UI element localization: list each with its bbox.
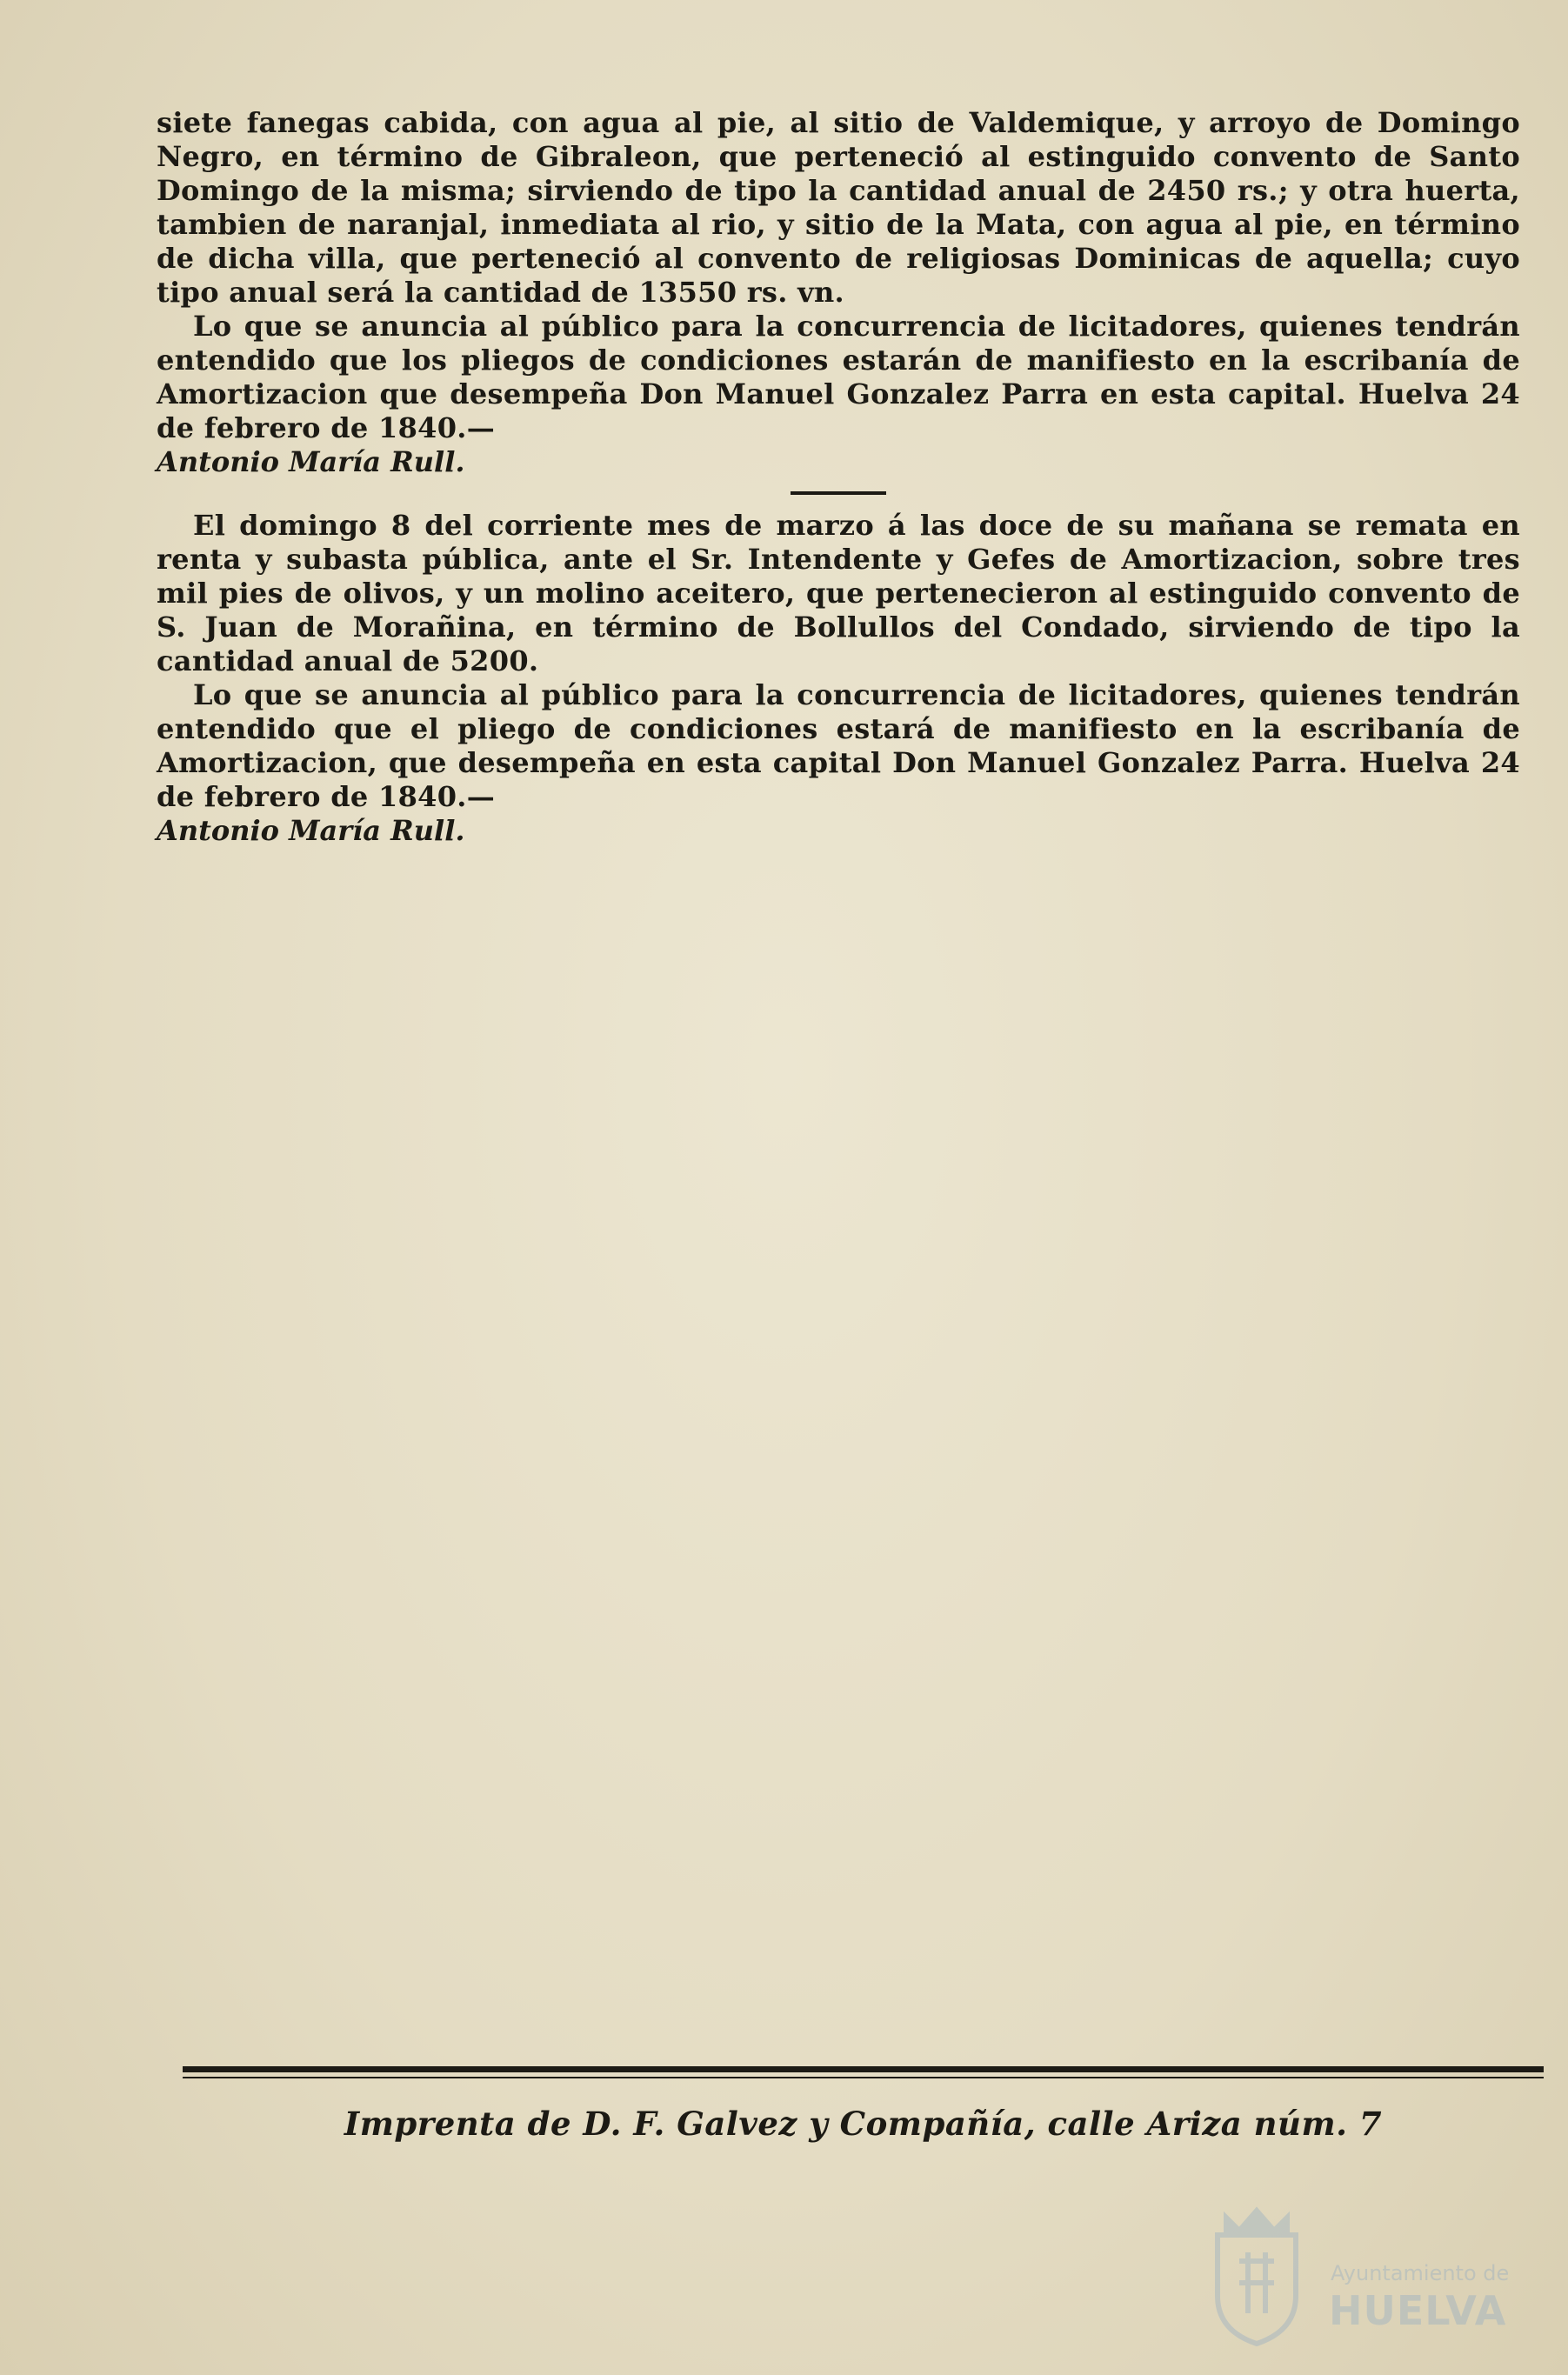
notice-2-signature: Antonio María Rull. bbox=[157, 814, 465, 847]
notice-1 bbox=[157, 106, 1520, 479]
watermark-line2: HUELVA bbox=[1329, 2287, 1507, 2334]
footer-rule-thick bbox=[183, 2066, 1544, 2072]
notice-2 bbox=[157, 509, 1520, 848]
watermark-line1: Ayuntamiento de bbox=[1331, 2261, 1510, 2285]
coat-of-arms-icon bbox=[1200, 2200, 1313, 2348]
notice-2-body: El domingo 8 del corriente mes de marzo á las doce de su mañana se remata en renta y subasta pública, ante el Sr. Intendente y Gefes de Amortizacion, sobre tres mil pies de olivos, y un molino aceitero, que pertenecieron al estinguido convento de S. Juan de Morañina, en término de Bollullos del Condado, sirviendo de tipo la cantidad anual de 5200. bbox=[157, 509, 1520, 677]
printer-imprint: Imprenta de D. F. Galvez y Compañía, calle Ariza núm. 7 bbox=[344, 2105, 1383, 2143]
archive-watermark bbox=[1200, 2200, 1513, 2357]
section-divider bbox=[791, 491, 886, 495]
footer-rule-thin bbox=[183, 2077, 1544, 2078]
notice-1-signature: Antonio María Rull. bbox=[157, 445, 465, 478]
notice-1-announcement: Lo que se anuncia al público para la concurrencia de licitadores, quienes tendrán entendido que los pliegos de condiciones estarán de manifiesto en la escribanía de Amortizacion que desempeña Don Manuel Gonzalez Parra en esta capital. Huelva 24 de febrero de 1840.— bbox=[157, 310, 1520, 444]
notice-2-announcement: Lo que se anuncia al público para la concurrencia de licitadores, quienes tendrán entendido que el pliego de condiciones estará de manifiesto en la escribanía de Amortizacion, que desempeña en esta capital Don Manuel Gonzalez Parra. Huelva 24 de febrero de 1840.— bbox=[157, 678, 1520, 813]
document-body bbox=[157, 106, 1520, 848]
notice-1-body: siete fanegas cabida, con agua al pie, al sitio de Valdemique, y arroyo de Domingo Negro, en término de Gibraleon, que perteneció al estinguido convento de Santo Domingo de la misma; sirviendo de tipo la cantidad anual de 2450 rs.; y otra huerta, tambien de naranjal, inmediata al rio, y sitio de la Mata, con agua al pie, en término de dicha villa, que perteneció al convento de religiosas Dominicas de aquella; cuyo tipo anual será la cantidad de 13550 rs. vn. bbox=[157, 106, 1520, 309]
